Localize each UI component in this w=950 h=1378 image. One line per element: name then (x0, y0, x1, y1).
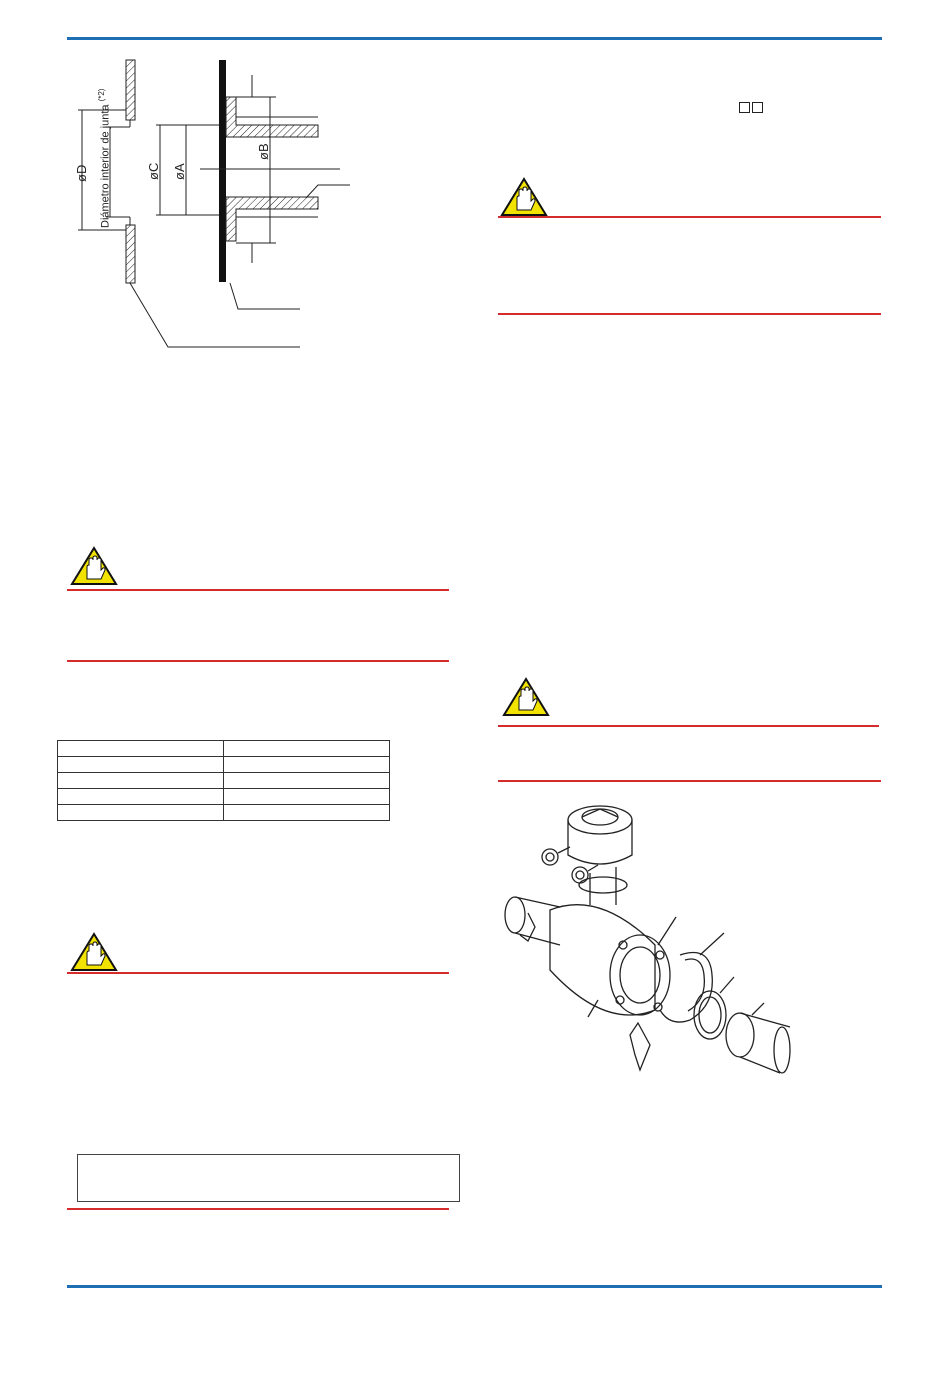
dim-label-phiB: øB (256, 143, 271, 160)
important-rule-bottom (67, 1208, 449, 1210)
flowmeter-clamp-assembly-illustration (490, 795, 800, 1085)
dim-label-gasket-inner (97, 89, 112, 228)
gasket-inner-text: Diámetro interior de junta (99, 104, 112, 228)
spec-table (57, 740, 390, 821)
gasket-inner-note: (*2) (97, 88, 106, 102)
important-rule-bottom (498, 313, 881, 315)
table-row (58, 773, 390, 789)
important-hand-icon (70, 932, 118, 972)
important-rule-bottom (498, 780, 881, 782)
checkbox-square-icon (752, 102, 763, 113)
important-hand-icon (70, 546, 118, 586)
footer-rule (67, 1285, 882, 1288)
table-row (58, 805, 390, 821)
dim-label-phiC: øC (146, 162, 161, 180)
note-box (77, 1154, 460, 1202)
table-row (58, 789, 390, 805)
dim-label-phiA: øA (172, 163, 187, 180)
dim-label-phiD: øD (74, 164, 89, 182)
checkbox-square-icon (739, 102, 750, 113)
important-rule-bottom (67, 660, 449, 662)
table-row (58, 757, 390, 773)
important-hand-icon (502, 677, 550, 717)
important-rule-top (498, 725, 879, 727)
header-rule (67, 37, 882, 40)
table-row (58, 741, 390, 757)
important-rule-top (498, 216, 881, 218)
important-rule-top (67, 972, 449, 974)
important-hand-icon (500, 177, 548, 217)
important-rule-top (67, 589, 449, 591)
